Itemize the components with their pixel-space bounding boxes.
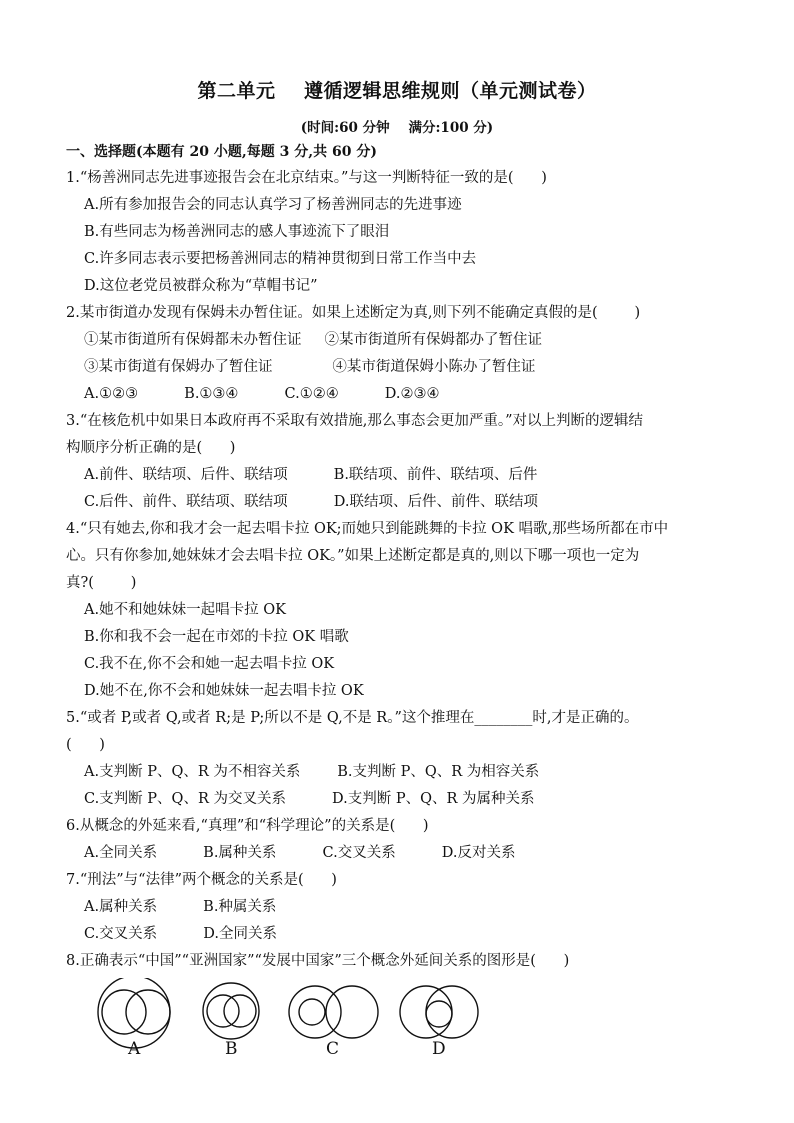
question-7-options-c-d[interactable]: C.交叉关系 D.全同关系 xyxy=(84,926,277,942)
venn-a-circle-inner xyxy=(102,990,146,1034)
question-4-option-d[interactable]: D.她不在,你不会和她妹妹一起去唱卡拉 OK xyxy=(84,683,364,699)
venn-a-circle-large xyxy=(98,978,170,1048)
question-7-options-a-b[interactable]: A.属种关系 B.种属关系 xyxy=(84,899,277,915)
venn-b-circle-overlap xyxy=(224,995,256,1027)
question-8-stem: 8.正确表示“中国”“亚洲国家”“发展中国家”三个概念外延间关系的图形是( ) xyxy=(66,953,570,969)
venn-c-circle-right xyxy=(326,986,378,1038)
question-3-stem-line-1: 3.“在核危机中如果日本政府再不采取有效措施,那么事态会更加严重。”对以上判断的逻辑结 xyxy=(66,413,644,429)
exam-time-score: (时间:60 分钟 满分:100 分) xyxy=(300,120,494,136)
question-3-options-a-b[interactable]: A.前件、联结项、后件、联结项 B.联结项、前件、联结项、后件 xyxy=(84,467,538,483)
question-2-statements-1-2: ①某市街道所有保姆都未办暂住证 ②某市街道所有保姆都办了暂住证 xyxy=(84,332,543,348)
venn-option-d[interactable] xyxy=(400,986,478,1058)
question-1-option-b[interactable]: B.有些同志为杨善洲同志的感人事迹流下了眼泪 xyxy=(84,224,390,240)
question-7-stem: 7.“刑法”与“法律”两个概念的关系是( ) xyxy=(66,872,337,888)
question-2-choices[interactable]: A.①②③ B.①③④ C.①②④ D.②③④ xyxy=(84,386,440,402)
question-2-statements-3-4: ③某市街道有保姆办了暂住证 ④某市街道保姆小陈办了暂住证 xyxy=(84,359,536,375)
venn-d-circle-inner xyxy=(426,1001,452,1027)
venn-label-d: D xyxy=(432,1039,446,1058)
question-3-options-c-d[interactable]: C.后件、前件、联结项、联结项 D.联结项、后件、前件、联结项 xyxy=(84,494,538,510)
question-1-stem: 1.“杨善洲同志先进事迹报告会在北京结束。”与这一判断特征一致的是( ) xyxy=(66,170,547,186)
question-5-options-c-d[interactable]: C.支判断 P、Q、R 为交叉关系 D.支判断 P、Q、R 为属种关系 xyxy=(84,791,535,807)
venn-option-b[interactable] xyxy=(203,983,259,1058)
question-5-stem-line-1: 5.“或者 P,或者 Q,或者 R;是 P;所以不是 Q,不是 R。”这个推理在________时,才是正确的。 xyxy=(66,710,639,726)
page-title: 第二单元 遵循逻辑思维规则（单元测试卷） xyxy=(197,80,597,102)
question-5-stem-line-2: ( ) xyxy=(66,737,105,753)
venn-option-c[interactable] xyxy=(289,986,378,1058)
venn-label-c: C xyxy=(326,1039,340,1058)
question-3-stem-line-2: 构顺序分析正确的是( ) xyxy=(66,440,236,456)
question-4-option-a[interactable]: A.她不和她妹妹一起唱卡拉 OK xyxy=(84,602,286,618)
section-heading: 一、选择题(本题有 20 小题,每题 3 分,共 60 分) xyxy=(66,144,377,160)
question-5-options-a-b[interactable]: A.支判断 P、Q、R 为不相容关系 B.支判断 P、Q、R 为相容关系 xyxy=(84,764,540,780)
venn-option-a[interactable] xyxy=(98,978,170,1058)
venn-label-a: A xyxy=(128,1039,141,1058)
venn-diagram-options xyxy=(90,978,490,1058)
question-4-stem-line-3: 真?( ) xyxy=(66,575,137,591)
question-4-stem-line-1: 4.“只有她去,你和我才会一起去唱卡拉 OK;而她只到能跳舞的卡拉 OK 唱歌,那些场所都在市中 xyxy=(66,521,669,537)
question-2-stem: 2.某市街道办发现有保姆未办暂住证。如果上述断定为真,则下列不能确定真假的是( ) xyxy=(66,305,641,321)
venn-a-circle-overlap xyxy=(126,990,170,1034)
question-1-option-c[interactable]: C.许多同志表示要把杨善洲同志的精神贯彻到日常工作当中去 xyxy=(84,251,477,267)
question-4-option-c[interactable]: C.我不在,你不会和她一起去唱卡拉 OK xyxy=(84,656,335,672)
venn-b-circle-large xyxy=(203,983,259,1039)
question-6-stem: 6.从概念的外延来看,“真理”和“科学理论”的关系是( ) xyxy=(66,818,429,834)
question-1-option-a[interactable]: A.所有参加报告会的同志认真学习了杨善洲同志的先进事迹 xyxy=(84,197,462,213)
venn-label-b: B xyxy=(225,1039,238,1058)
question-6-options[interactable]: A.全同关系 B.属种关系 C.交叉关系 D.反对关系 xyxy=(84,845,516,861)
venn-c-circle-inner xyxy=(299,999,325,1025)
question-4-stem-line-2: 心。只有你参加,她妹妹才会去唱卡拉 OK。”如果上述断定都是真的,则以下哪一项也一定为 xyxy=(66,548,640,564)
question-1-option-d[interactable]: D.这位老党员被群众称为“草帽书记” xyxy=(84,278,318,294)
venn-b-circle-inner xyxy=(207,995,239,1027)
question-4-option-b[interactable]: B.你和我不会一起在市郊的卡拉 OK 唱歌 xyxy=(84,629,349,645)
